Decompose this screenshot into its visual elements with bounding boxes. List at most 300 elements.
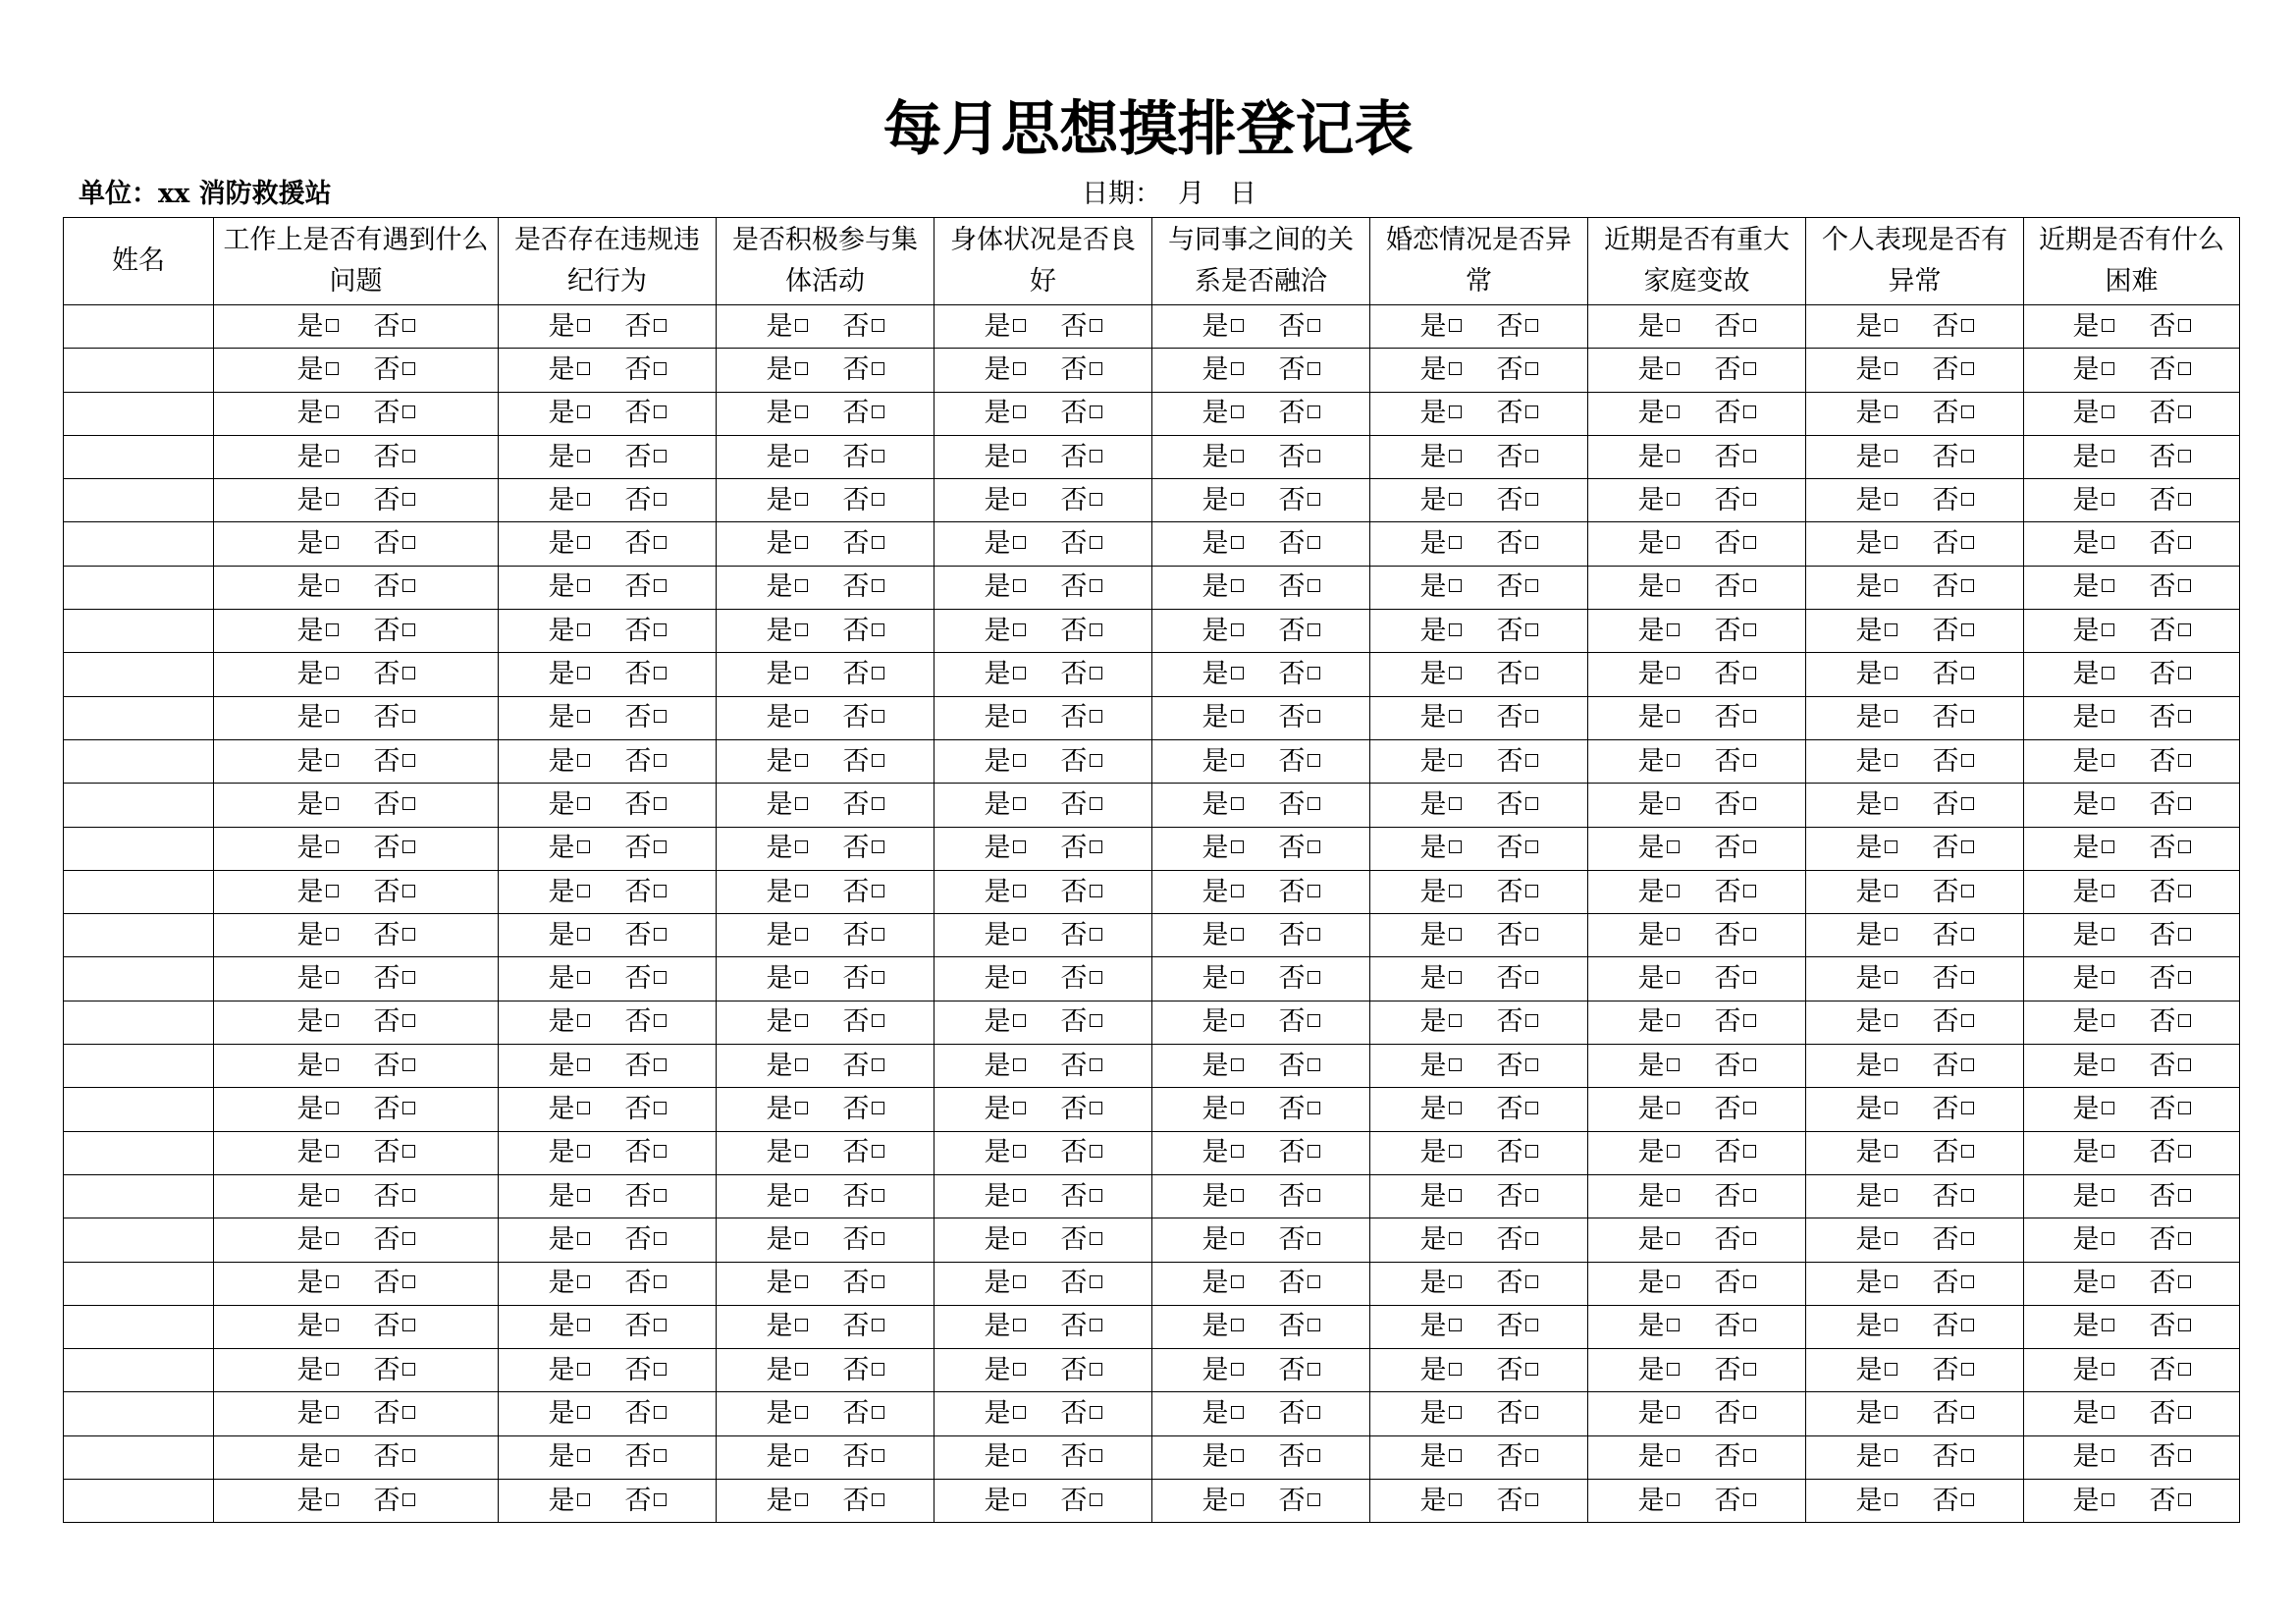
- checkbox-yes[interactable]: [1013, 710, 1026, 723]
- name-cell[interactable]: [64, 827, 214, 870]
- checkbox-no[interactable]: [402, 1058, 415, 1071]
- checkbox-no[interactable]: [402, 1319, 415, 1331]
- checkbox-no[interactable]: [402, 1102, 415, 1114]
- checkbox-no[interactable]: [2178, 319, 2191, 332]
- checkbox-no[interactable]: [1961, 971, 1974, 984]
- checkbox-no[interactable]: [872, 1449, 884, 1462]
- checkbox-no[interactable]: [872, 710, 884, 723]
- checkbox-yes[interactable]: [326, 1319, 339, 1331]
- checkbox-yes[interactable]: [326, 362, 339, 375]
- checkbox-no[interactable]: [1743, 579, 1756, 592]
- checkbox-yes[interactable]: [2102, 1406, 2114, 1419]
- checkbox-yes[interactable]: [2102, 1189, 2114, 1202]
- checkbox-no[interactable]: [1743, 493, 1756, 506]
- checkbox-yes[interactable]: [577, 1014, 590, 1027]
- checkbox-no[interactable]: [654, 579, 667, 592]
- checkbox-no[interactable]: [1743, 710, 1756, 723]
- checkbox-yes[interactable]: [326, 1145, 339, 1158]
- checkbox-yes[interactable]: [795, 1102, 808, 1114]
- checkbox-no[interactable]: [1525, 1014, 1538, 1027]
- checkbox-no[interactable]: [872, 928, 884, 941]
- checkbox-no[interactable]: [1090, 362, 1102, 375]
- checkbox-yes[interactable]: [1885, 1102, 1897, 1114]
- checkbox-yes[interactable]: [326, 623, 339, 636]
- checkbox-yes[interactable]: [577, 319, 590, 332]
- checkbox-yes[interactable]: [1013, 319, 1026, 332]
- checkbox-no[interactable]: [1743, 450, 1756, 462]
- checkbox-yes[interactable]: [1885, 667, 1897, 679]
- checkbox-yes[interactable]: [795, 406, 808, 418]
- checkbox-no[interactable]: [1090, 1014, 1102, 1027]
- name-cell[interactable]: [64, 1392, 214, 1435]
- checkbox-no[interactable]: [872, 493, 884, 506]
- checkbox-no[interactable]: [1525, 928, 1538, 941]
- checkbox-yes[interactable]: [577, 1406, 590, 1419]
- checkbox-yes[interactable]: [2102, 928, 2114, 941]
- checkbox-no[interactable]: [1743, 754, 1756, 767]
- checkbox-no[interactable]: [1308, 797, 1320, 810]
- checkbox-yes[interactable]: [795, 840, 808, 853]
- checkbox-no[interactable]: [1090, 710, 1102, 723]
- checkbox-no[interactable]: [2178, 710, 2191, 723]
- checkbox-yes[interactable]: [577, 1189, 590, 1202]
- checkbox-yes[interactable]: [1231, 667, 1244, 679]
- checkbox-yes[interactable]: [2102, 1102, 2114, 1114]
- checkbox-no[interactable]: [1090, 885, 1102, 897]
- checkbox-yes[interactable]: [2102, 319, 2114, 332]
- checkbox-no[interactable]: [654, 406, 667, 418]
- checkbox-no[interactable]: [1743, 1189, 1756, 1202]
- checkbox-no[interactable]: [2178, 362, 2191, 375]
- checkbox-yes[interactable]: [1885, 1406, 1897, 1419]
- checkbox-yes[interactable]: [1449, 319, 1462, 332]
- checkbox-yes[interactable]: [1885, 1014, 1897, 1027]
- checkbox-yes[interactable]: [1885, 971, 1897, 984]
- checkbox-no[interactable]: [654, 710, 667, 723]
- checkbox-no[interactable]: [872, 1145, 884, 1158]
- checkbox-yes[interactable]: [1013, 754, 1026, 767]
- checkbox-no[interactable]: [1525, 493, 1538, 506]
- checkbox-yes[interactable]: [795, 536, 808, 549]
- checkbox-yes[interactable]: [1231, 971, 1244, 984]
- checkbox-yes[interactable]: [795, 1406, 808, 1419]
- checkbox-yes[interactable]: [1449, 1493, 1462, 1506]
- checkbox-yes[interactable]: [1231, 1275, 1244, 1288]
- checkbox-no[interactable]: [1308, 1449, 1320, 1462]
- checkbox-no[interactable]: [654, 1275, 667, 1288]
- checkbox-yes[interactable]: [1667, 406, 1680, 418]
- checkbox-yes[interactable]: [1885, 1275, 1897, 1288]
- checkbox-yes[interactable]: [1231, 1449, 1244, 1462]
- checkbox-no[interactable]: [1308, 1406, 1320, 1419]
- checkbox-yes[interactable]: [1885, 1145, 1897, 1158]
- checkbox-no[interactable]: [1308, 710, 1320, 723]
- checkbox-yes[interactable]: [1013, 1014, 1026, 1027]
- checkbox-yes[interactable]: [1449, 840, 1462, 853]
- checkbox-yes[interactable]: [326, 1232, 339, 1245]
- checkbox-no[interactable]: [1961, 1275, 1974, 1288]
- checkbox-no[interactable]: [1525, 1493, 1538, 1506]
- checkbox-no[interactable]: [402, 667, 415, 679]
- checkbox-yes[interactable]: [1885, 840, 1897, 853]
- checkbox-yes[interactable]: [1013, 362, 1026, 375]
- checkbox-no[interactable]: [1525, 623, 1538, 636]
- checkbox-no[interactable]: [1090, 667, 1102, 679]
- checkbox-yes[interactable]: [1885, 493, 1897, 506]
- checkbox-no[interactable]: [1961, 1363, 1974, 1376]
- checkbox-no[interactable]: [2178, 1449, 2191, 1462]
- checkbox-yes[interactable]: [1231, 840, 1244, 853]
- checkbox-yes[interactable]: [1667, 971, 1680, 984]
- checkbox-yes[interactable]: [795, 1145, 808, 1158]
- checkbox-no[interactable]: [1961, 319, 1974, 332]
- name-cell[interactable]: [64, 435, 214, 478]
- checkbox-no[interactable]: [402, 710, 415, 723]
- checkbox-yes[interactable]: [1667, 1189, 1680, 1202]
- checkbox-yes[interactable]: [1013, 1232, 1026, 1245]
- checkbox-no[interactable]: [1525, 536, 1538, 549]
- checkbox-yes[interactable]: [2102, 579, 2114, 592]
- checkbox-no[interactable]: [1743, 536, 1756, 549]
- checkbox-yes[interactable]: [1013, 1406, 1026, 1419]
- checkbox-no[interactable]: [1090, 1449, 1102, 1462]
- checkbox-no[interactable]: [1308, 1319, 1320, 1331]
- name-cell[interactable]: [64, 914, 214, 957]
- checkbox-yes[interactable]: [2102, 971, 2114, 984]
- checkbox-no[interactable]: [402, 1014, 415, 1027]
- checkbox-no[interactable]: [1525, 1363, 1538, 1376]
- checkbox-no[interactable]: [1308, 362, 1320, 375]
- checkbox-no[interactable]: [1090, 536, 1102, 549]
- checkbox-yes[interactable]: [1667, 1493, 1680, 1506]
- checkbox-yes[interactable]: [1667, 1449, 1680, 1462]
- checkbox-yes[interactable]: [795, 319, 808, 332]
- checkbox-yes[interactable]: [795, 971, 808, 984]
- checkbox-no[interactable]: [1743, 1058, 1756, 1071]
- checkbox-yes[interactable]: [1449, 1189, 1462, 1202]
- checkbox-no[interactable]: [1090, 1145, 1102, 1158]
- checkbox-no[interactable]: [872, 1493, 884, 1506]
- checkbox-yes[interactable]: [2102, 623, 2114, 636]
- checkbox-no[interactable]: [1090, 971, 1102, 984]
- checkbox-no[interactable]: [1308, 319, 1320, 332]
- checkbox-no[interactable]: [654, 928, 667, 941]
- checkbox-yes[interactable]: [1449, 1275, 1462, 1288]
- checkbox-no[interactable]: [1308, 971, 1320, 984]
- checkbox-no[interactable]: [1961, 536, 1974, 549]
- name-cell[interactable]: [64, 870, 214, 913]
- checkbox-yes[interactable]: [2102, 1232, 2114, 1245]
- checkbox-no[interactable]: [1308, 667, 1320, 679]
- checkbox-no[interactable]: [1743, 1406, 1756, 1419]
- checkbox-no[interactable]: [1961, 1493, 1974, 1506]
- checkbox-no[interactable]: [654, 493, 667, 506]
- checkbox-no[interactable]: [1308, 928, 1320, 941]
- checkbox-no[interactable]: [1525, 971, 1538, 984]
- checkbox-yes[interactable]: [2102, 362, 2114, 375]
- checkbox-yes[interactable]: [795, 450, 808, 462]
- checkbox-no[interactable]: [1743, 1102, 1756, 1114]
- checkbox-yes[interactable]: [1667, 1232, 1680, 1245]
- checkbox-yes[interactable]: [1667, 1014, 1680, 1027]
- checkbox-no[interactable]: [1090, 450, 1102, 462]
- checkbox-yes[interactable]: [2102, 754, 2114, 767]
- checkbox-yes[interactable]: [1231, 710, 1244, 723]
- checkbox-no[interactable]: [1743, 1232, 1756, 1245]
- checkbox-no[interactable]: [1090, 493, 1102, 506]
- checkbox-no[interactable]: [654, 1014, 667, 1027]
- checkbox-yes[interactable]: [1013, 579, 1026, 592]
- checkbox-no[interactable]: [872, 406, 884, 418]
- checkbox-no[interactable]: [1308, 1275, 1320, 1288]
- checkbox-yes[interactable]: [795, 1058, 808, 1071]
- checkbox-yes[interactable]: [1013, 1275, 1026, 1288]
- checkbox-yes[interactable]: [1667, 840, 1680, 853]
- checkbox-no[interactable]: [654, 1058, 667, 1071]
- checkbox-yes[interactable]: [1013, 1319, 1026, 1331]
- checkbox-yes[interactable]: [1449, 754, 1462, 767]
- name-cell[interactable]: [64, 392, 214, 435]
- checkbox-yes[interactable]: [1231, 536, 1244, 549]
- name-cell[interactable]: [64, 479, 214, 522]
- checkbox-no[interactable]: [654, 1406, 667, 1419]
- checkbox-yes[interactable]: [326, 1014, 339, 1027]
- checkbox-no[interactable]: [872, 623, 884, 636]
- checkbox-no[interactable]: [1961, 797, 1974, 810]
- name-cell[interactable]: [64, 1045, 214, 1088]
- checkbox-yes[interactable]: [1667, 1363, 1680, 1376]
- checkbox-no[interactable]: [2178, 667, 2191, 679]
- checkbox-yes[interactable]: [577, 797, 590, 810]
- checkbox-yes[interactable]: [1013, 1363, 1026, 1376]
- checkbox-no[interactable]: [872, 1363, 884, 1376]
- checkbox-yes[interactable]: [577, 754, 590, 767]
- name-cell[interactable]: [64, 349, 214, 392]
- checkbox-yes[interactable]: [1885, 754, 1897, 767]
- checkbox-no[interactable]: [654, 1449, 667, 1462]
- checkbox-yes[interactable]: [326, 536, 339, 549]
- checkbox-no[interactable]: [402, 319, 415, 332]
- checkbox-no[interactable]: [1525, 710, 1538, 723]
- checkbox-yes[interactable]: [2102, 710, 2114, 723]
- checkbox-no[interactable]: [1525, 406, 1538, 418]
- checkbox-yes[interactable]: [795, 1449, 808, 1462]
- checkbox-yes[interactable]: [577, 1493, 590, 1506]
- checkbox-yes[interactable]: [1449, 1058, 1462, 1071]
- checkbox-yes[interactable]: [795, 623, 808, 636]
- checkbox-yes[interactable]: [577, 1363, 590, 1376]
- checkbox-no[interactable]: [1308, 450, 1320, 462]
- checkbox-no[interactable]: [654, 1363, 667, 1376]
- checkbox-yes[interactable]: [1885, 362, 1897, 375]
- checkbox-no[interactable]: [1308, 1058, 1320, 1071]
- checkbox-yes[interactable]: [577, 710, 590, 723]
- checkbox-yes[interactable]: [577, 1058, 590, 1071]
- checkbox-no[interactable]: [654, 885, 667, 897]
- checkbox-yes[interactable]: [577, 623, 590, 636]
- checkbox-yes[interactable]: [1449, 1014, 1462, 1027]
- checkbox-yes[interactable]: [326, 1058, 339, 1071]
- checkbox-yes[interactable]: [795, 1319, 808, 1331]
- checkbox-yes[interactable]: [326, 579, 339, 592]
- checkbox-no[interactable]: [1090, 840, 1102, 853]
- checkbox-yes[interactable]: [1667, 1058, 1680, 1071]
- checkbox-yes[interactable]: [577, 1232, 590, 1245]
- checkbox-no[interactable]: [2178, 1189, 2191, 1202]
- checkbox-no[interactable]: [1308, 885, 1320, 897]
- checkbox-no[interactable]: [402, 754, 415, 767]
- checkbox-no[interactable]: [1525, 1406, 1538, 1419]
- checkbox-no[interactable]: [402, 1275, 415, 1288]
- checkbox-no[interactable]: [402, 450, 415, 462]
- checkbox-no[interactable]: [872, 1319, 884, 1331]
- checkbox-no[interactable]: [654, 840, 667, 853]
- checkbox-yes[interactable]: [1449, 579, 1462, 592]
- checkbox-yes[interactable]: [326, 1189, 339, 1202]
- checkbox-no[interactable]: [402, 1363, 415, 1376]
- checkbox-yes[interactable]: [577, 362, 590, 375]
- checkbox-yes[interactable]: [795, 1014, 808, 1027]
- checkbox-yes[interactable]: [1885, 1232, 1897, 1245]
- checkbox-no[interactable]: [402, 362, 415, 375]
- checkbox-no[interactable]: [1961, 450, 1974, 462]
- checkbox-no[interactable]: [2178, 797, 2191, 810]
- checkbox-yes[interactable]: [2102, 493, 2114, 506]
- checkbox-no[interactable]: [872, 1189, 884, 1202]
- checkbox-yes[interactable]: [1013, 1189, 1026, 1202]
- checkbox-no[interactable]: [872, 885, 884, 897]
- checkbox-yes[interactable]: [2102, 450, 2114, 462]
- checkbox-yes[interactable]: [326, 928, 339, 941]
- checkbox-yes[interactable]: [2102, 1275, 2114, 1288]
- checkbox-yes[interactable]: [1013, 667, 1026, 679]
- checkbox-no[interactable]: [1961, 928, 1974, 941]
- checkbox-yes[interactable]: [1885, 579, 1897, 592]
- checkbox-yes[interactable]: [1013, 840, 1026, 853]
- checkbox-yes[interactable]: [1231, 450, 1244, 462]
- checkbox-no[interactable]: [2178, 406, 2191, 418]
- checkbox-yes[interactable]: [1449, 1232, 1462, 1245]
- checkbox-no[interactable]: [1743, 1319, 1756, 1331]
- checkbox-no[interactable]: [2178, 1232, 2191, 1245]
- checkbox-no[interactable]: [654, 797, 667, 810]
- checkbox-no[interactable]: [2178, 1275, 2191, 1288]
- checkbox-no[interactable]: [872, 1275, 884, 1288]
- checkbox-no[interactable]: [654, 362, 667, 375]
- checkbox-yes[interactable]: [1885, 450, 1897, 462]
- checkbox-yes[interactable]: [1013, 885, 1026, 897]
- checkbox-no[interactable]: [2178, 1319, 2191, 1331]
- checkbox-no[interactable]: [402, 840, 415, 853]
- checkbox-no[interactable]: [872, 1232, 884, 1245]
- checkbox-no[interactable]: [1743, 623, 1756, 636]
- checkbox-no[interactable]: [1090, 1102, 1102, 1114]
- checkbox-no[interactable]: [1308, 579, 1320, 592]
- checkbox-no[interactable]: [1525, 885, 1538, 897]
- checkbox-no[interactable]: [402, 797, 415, 810]
- checkbox-yes[interactable]: [1449, 362, 1462, 375]
- checkbox-yes[interactable]: [1013, 1145, 1026, 1158]
- checkbox-no[interactable]: [1090, 754, 1102, 767]
- checkbox-yes[interactable]: [795, 579, 808, 592]
- checkbox-yes[interactable]: [1667, 1319, 1680, 1331]
- checkbox-yes[interactable]: [1449, 797, 1462, 810]
- checkbox-yes[interactable]: [1667, 1145, 1680, 1158]
- checkbox-yes[interactable]: [1667, 667, 1680, 679]
- checkbox-yes[interactable]: [2102, 840, 2114, 853]
- checkbox-no[interactable]: [654, 319, 667, 332]
- checkbox-yes[interactable]: [1231, 362, 1244, 375]
- checkbox-yes[interactable]: [1885, 928, 1897, 941]
- checkbox-no[interactable]: [1743, 971, 1756, 984]
- checkbox-no[interactable]: [2178, 1363, 2191, 1376]
- checkbox-yes[interactable]: [1231, 406, 1244, 418]
- checkbox-no[interactable]: [1743, 1449, 1756, 1462]
- checkbox-no[interactable]: [1308, 406, 1320, 418]
- checkbox-no[interactable]: [1525, 1145, 1538, 1158]
- checkbox-no[interactable]: [1961, 1232, 1974, 1245]
- checkbox-yes[interactable]: [1449, 536, 1462, 549]
- checkbox-yes[interactable]: [795, 710, 808, 723]
- checkbox-yes[interactable]: [326, 406, 339, 418]
- checkbox-yes[interactable]: [2102, 1363, 2114, 1376]
- checkbox-yes[interactable]: [577, 971, 590, 984]
- checkbox-no[interactable]: [1961, 710, 1974, 723]
- checkbox-yes[interactable]: [577, 667, 590, 679]
- checkbox-no[interactable]: [1743, 319, 1756, 332]
- checkbox-no[interactable]: [1961, 840, 1974, 853]
- checkbox-yes[interactable]: [795, 1275, 808, 1288]
- checkbox-no[interactable]: [2178, 623, 2191, 636]
- checkbox-yes[interactable]: [1231, 1058, 1244, 1071]
- checkbox-no[interactable]: [1308, 493, 1320, 506]
- checkbox-yes[interactable]: [577, 1275, 590, 1288]
- checkbox-no[interactable]: [872, 1014, 884, 1027]
- checkbox-no[interactable]: [1743, 928, 1756, 941]
- checkbox-no[interactable]: [654, 1232, 667, 1245]
- checkbox-yes[interactable]: [795, 885, 808, 897]
- checkbox-yes[interactable]: [1667, 1275, 1680, 1288]
- checkbox-no[interactable]: [402, 623, 415, 636]
- checkbox-no[interactable]: [402, 1145, 415, 1158]
- checkbox-no[interactable]: [1961, 1014, 1974, 1027]
- checkbox-no[interactable]: [1525, 667, 1538, 679]
- checkbox-no[interactable]: [1525, 362, 1538, 375]
- name-cell[interactable]: [64, 696, 214, 739]
- checkbox-yes[interactable]: [1013, 1058, 1026, 1071]
- checkbox-no[interactable]: [654, 1145, 667, 1158]
- checkbox-no[interactable]: [654, 1102, 667, 1114]
- checkbox-no[interactable]: [2178, 536, 2191, 549]
- checkbox-no[interactable]: [1961, 885, 1974, 897]
- checkbox-yes[interactable]: [1885, 710, 1897, 723]
- checkbox-yes[interactable]: [1231, 1014, 1244, 1027]
- checkbox-no[interactable]: [1090, 1406, 1102, 1419]
- checkbox-no[interactable]: [654, 536, 667, 549]
- checkbox-yes[interactable]: [1231, 1102, 1244, 1114]
- checkbox-no[interactable]: [654, 1189, 667, 1202]
- checkbox-yes[interactable]: [1231, 1232, 1244, 1245]
- checkbox-no[interactable]: [1308, 1145, 1320, 1158]
- checkbox-no[interactable]: [1090, 1493, 1102, 1506]
- checkbox-yes[interactable]: [1667, 1406, 1680, 1419]
- checkbox-yes[interactable]: [1449, 450, 1462, 462]
- checkbox-yes[interactable]: [1667, 493, 1680, 506]
- checkbox-yes[interactable]: [1667, 710, 1680, 723]
- checkbox-yes[interactable]: [326, 1275, 339, 1288]
- checkbox-yes[interactable]: [1013, 493, 1026, 506]
- checkbox-yes[interactable]: [1449, 885, 1462, 897]
